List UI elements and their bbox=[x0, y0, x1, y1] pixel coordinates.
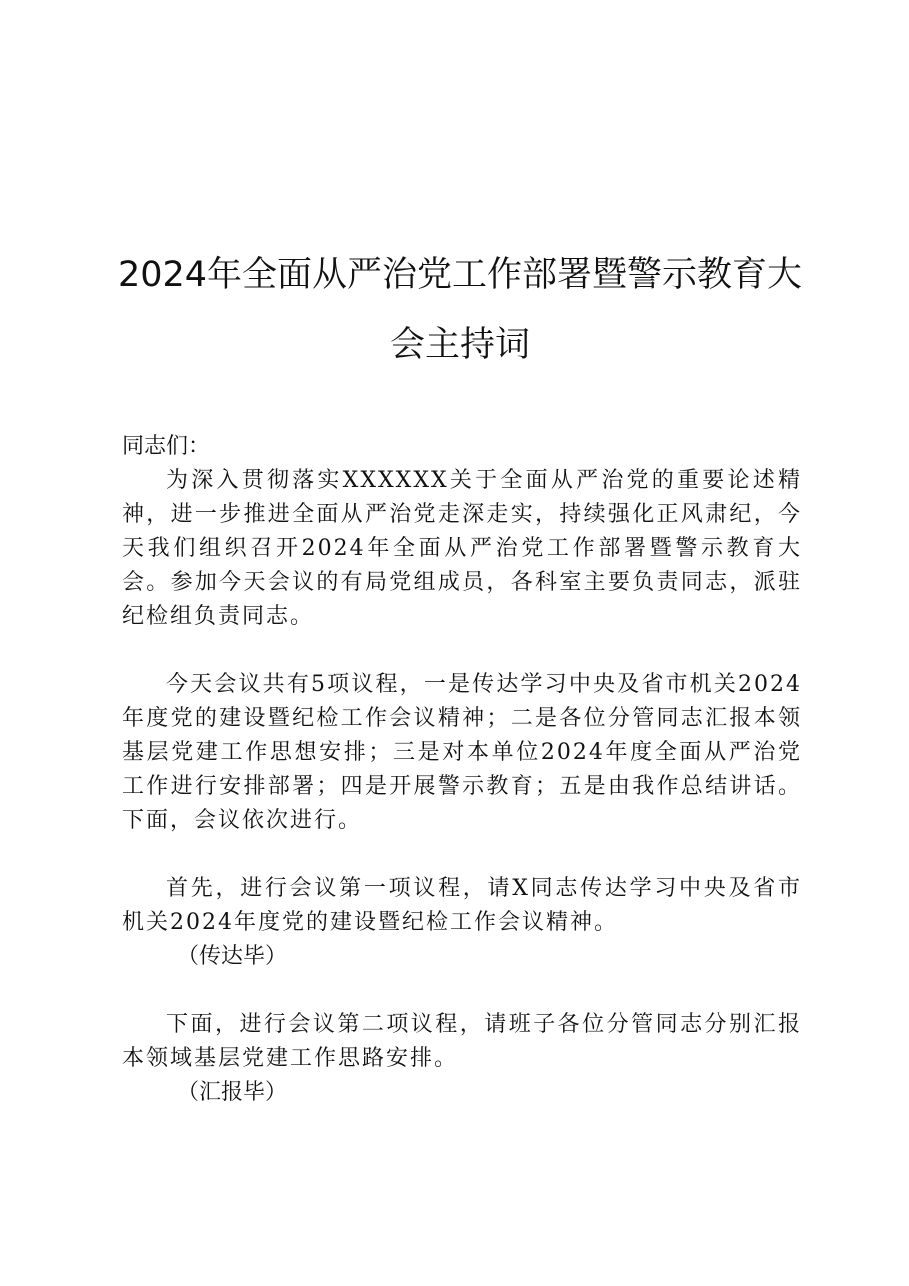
document-body bbox=[122, 430, 802, 1110]
note-convey-done: （传达毕） bbox=[177, 944, 288, 969]
paragraph-gap bbox=[122, 838, 802, 872]
salutation: 同志们： bbox=[122, 434, 211, 459]
paragraph-gap bbox=[122, 974, 802, 1008]
document-title bbox=[110, 240, 810, 380]
paragraph-item-1: 首先，进行会议第一项议程，请X同志传达学习中央及省市机关2024年度党的建设暨纪检工作会议精神。 bbox=[122, 876, 802, 935]
paragraph-intro: 为深入贯彻落实XXXXXX关于全面从严治党的重要论述精神，进一步推进全面从严治党走深走实，持续强化正风肃纪，今天我们组织召开2024年全面从严治党工作部署暨警示教育大会。参加今天会议的有局党组成员，各科室主要负责同志，派驻纪检组负责同志。 bbox=[122, 468, 802, 629]
note-report-done: （汇报毕） bbox=[177, 1080, 288, 1105]
paragraph-gap bbox=[122, 634, 802, 668]
title-line-2: 会主持词 bbox=[389, 325, 530, 365]
title-line-1: 2024年全面从严治党工作部署暨警示教育大 bbox=[117, 255, 803, 295]
paragraph-item-2: 下面，进行会议第二项议程，请班子各位分管同志分别汇报本领域基层党建工作思路安排。 bbox=[122, 1012, 802, 1071]
paragraph-agenda: 今天会议共有5项议程，一是传达学习中央及省市机关2024年度党的建设暨纪检工作会议精神；二是各位分管同志汇报本领基层党建工作思想安排；三是对本单位2024年度全面从严治党工作进行安排部署；四是开展警示教育；五是由我作总结讲话。下面，会议依次进行。 bbox=[122, 672, 802, 833]
